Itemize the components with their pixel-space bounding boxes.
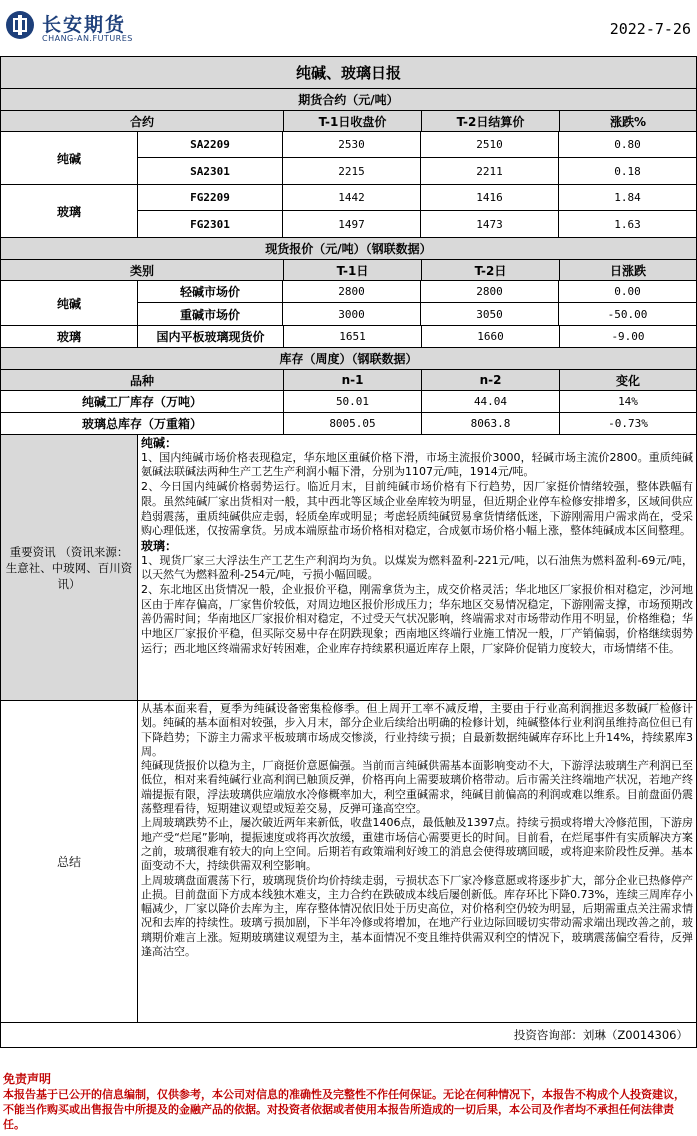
disclaimer bbox=[0, 1070, 697, 1134]
spot-header-row bbox=[1, 260, 696, 281]
summary-paragraph-4: 上周玻璃盘面震荡下行，玻璃现货价均价持续走弱，亏损状态下厂家冷修意愿或将逐步扩大，部分企业已热修停产止损。目前盘面下方成本线独木难支，主力合约在跌破成本线后屡创新低。库存环比下降0.73%，连续三周库存小幅减少，厂家以降价去库为主，库存整体情况依旧处于历史高位，对价格利空仍较为明显，后期需重点关注需求情况和去库的持续性。玻璃亏损加剧，下半年冷修或将增加，在地产行业边际回暖切实带动需求端出现改善之前，玻璃期价难言上涨。短期玻璃建议观望为主，基本面情况不变且维持供需双利空的情况下，玻璃震荡偏空看待，反弹逢高沽空。 bbox=[141, 873, 693, 959]
news-row bbox=[1, 435, 696, 701]
disclaimer-title: 免责声明 bbox=[3, 1072, 52, 1086]
col-header-contract: 合约 bbox=[1, 111, 284, 131]
company-logo-icon bbox=[6, 11, 34, 39]
table-row bbox=[138, 211, 696, 237]
contract-code: SA2301 bbox=[138, 158, 283, 184]
col-header-close: T-1日收盘价 bbox=[284, 111, 422, 131]
summary-label: 总结 bbox=[1, 701, 138, 1022]
inventory-change: 14% bbox=[618, 395, 638, 408]
table-row bbox=[138, 303, 696, 325]
spot-section-title: 现货报价（元/吨）（钢联数据） bbox=[265, 242, 432, 256]
settle-price: 1416 bbox=[421, 185, 559, 210]
news-soda-paragraph-1: 1、国内纯碱市场价格表现稳定，华东地区重碱价格下滑，市场主流报价3000，轻碱市场主流价2800。重质纯碱氨碱法联碱法两种生产工艺生产利润小幅下滑，分别为1107元/吨，1914元/吨。 bbox=[141, 450, 693, 479]
spot-section-title-row bbox=[1, 238, 696, 260]
spot-item: 国内平板玻璃现货价 bbox=[138, 326, 284, 347]
spot-t2: 1660 bbox=[422, 326, 560, 347]
futures-header-row bbox=[1, 111, 696, 132]
spot-item: 轻碱市场价 bbox=[138, 281, 283, 302]
col-header-inv-change: 变化 bbox=[615, 373, 640, 388]
spot-t2: 3050 bbox=[421, 303, 559, 325]
table-row bbox=[138, 281, 696, 303]
inventory-change: -0.73% bbox=[608, 417, 648, 430]
inventory-n2: 44.04 bbox=[422, 391, 560, 412]
summary-body bbox=[138, 701, 696, 1022]
inventory-n1: 50.01 bbox=[284, 391, 422, 412]
page-header bbox=[0, 0, 697, 56]
company-name: 长安期货 bbox=[42, 14, 127, 36]
col-header-change: 涨跌% bbox=[609, 114, 647, 129]
change-pct: 0.80 bbox=[614, 138, 641, 151]
inventory-item: 玻璃总库存（万重箱） bbox=[1, 413, 284, 434]
change-pct: 1.84 bbox=[614, 191, 641, 204]
summary-paragraph-2: 纯碱现货报价以稳为主，厂商挺价意愿偏强。当前而言纯碱供需基本面影响变动不大，下游浮法玻璃生产利润已至低位，相对来看纯碱行业高利润已触顶反弹，价格再向上需要玻璃价格带动。后市需关注终端地产状况，若地产终端提振有限，浮法玻璃供应端放水冷修概率加大，利空重碱需求，纯碱目前偏高的利润或难以维系。目前盘面仍震荡整理看待，短期建议观望或短差交易，反弹可逢高空空。 bbox=[141, 759, 693, 816]
spot-change: -50.00 bbox=[607, 307, 648, 321]
col-header-variety: 品种 bbox=[1, 370, 284, 390]
news-label: 重要资讯 （资讯来源：生意社、中玻网、百川资讯） bbox=[1, 435, 138, 700]
change-pct: 1.63 bbox=[614, 217, 641, 231]
inventory-section-title-row bbox=[1, 348, 696, 370]
report-date: 2022-7-26 bbox=[609, 20, 691, 38]
table-row bbox=[138, 185, 696, 211]
summary-paragraph-1: 从基本面来看，夏季为纯碱设备密集检修季。但上周开工率不减反增，主要由于行业高利润推迟多数碱厂检修计划。纯碱的基本面相对较强，步入月末，部分企业后续给出明确的检修计划，纯碱整体行业利润虽维持高位但已有下降趋势；下游主力需求平板玻璃市场成交惨淡，行业持续亏损；自最新数据纯碱库存环比上升14%，持续累库3周。 bbox=[141, 702, 693, 758]
signature-row bbox=[1, 1023, 696, 1047]
report-title-row bbox=[1, 57, 696, 89]
spot-t1: 2800 bbox=[283, 281, 421, 302]
col-header-category: 类别 bbox=[1, 260, 284, 280]
report-title: 纯碱、玻璃日报 bbox=[295, 64, 401, 82]
group-name: 玻璃 bbox=[1, 326, 138, 347]
spot-item: 重碱市场价 bbox=[138, 303, 283, 325]
news-glass-title: 玻璃： bbox=[141, 538, 178, 553]
futures-group-soda bbox=[1, 132, 696, 185]
settle-price: 2211 bbox=[421, 158, 559, 184]
col-header-n1: n-1 bbox=[284, 370, 422, 390]
news-glass-paragraph-2: 2、东北地区出货情况一般，企业报价平稳，刚需拿货为主，成交价格灵活；华北地区厂家报价相对稳定，沙河地区由于库存偏高，厂家售价较低，对周边地区报价形成压力；华东地区交易情况稳定，下游刚需支撑，市场预期改善仍需时间；华南地区厂家报价相对稳定，不过受天气状况影响，终端需求对市场带动作用不明显，价格维稳；华中地区厂家报价平稳，但买际交易中存在阴跌现象；西南地区终端行业施工情况一般，厂产销偏弱，价格继续弱势运行；西北地区终端需求好转困难，企业库存持续累积逼近库存上限，厂家降价促销力度较大，市场情绪不佳。 bbox=[141, 583, 693, 655]
close-price: 1497 bbox=[283, 211, 421, 237]
disclaimer-body: 本报告基于已公开的信息编制，仅供参考，本公司对信息的准确性及完整性不作任何保证。无论在何种情况下，本报告不构成个人投资建议，不能当作购买或出售报告中所提及的金融产品的依据。对投资者依据或者使用本报告所造成的一切后果，本公司及作者均不承担任何法律责任。 bbox=[3, 1088, 685, 1131]
inventory-header-row bbox=[1, 370, 696, 391]
company-name-en: CHANG-AN.FUTURES bbox=[42, 34, 133, 43]
news-soda-title: 纯碱： bbox=[141, 436, 178, 450]
spot-t2: 2800 bbox=[421, 281, 559, 302]
spot-change: -9.00 bbox=[611, 330, 645, 343]
col-header-daily-change: 日涨跌 bbox=[609, 263, 646, 278]
settle-price: 1473 bbox=[421, 211, 559, 237]
futures-section-title: 期货合约（元/吨） bbox=[298, 93, 399, 107]
close-price: 1442 bbox=[283, 185, 421, 210]
spot-group-soda bbox=[1, 281, 696, 326]
news-glass-paragraph-1: 1、现货厂家三大浮法生产工艺生产利润均为负。以煤炭为燃料盈利-221元/吨，以石油焦为燃料盈利-69元/吨，以天然气为燃料盈利-254元/吨，亏损小幅回暖。 bbox=[141, 553, 693, 582]
group-name: 玻璃 bbox=[1, 185, 138, 237]
spot-change: 0.00 bbox=[614, 285, 641, 298]
table-row bbox=[1, 413, 696, 435]
report-table bbox=[0, 56, 697, 1048]
inventory-n2: 8063.8 bbox=[422, 413, 560, 434]
col-header-n2: n-2 bbox=[422, 370, 560, 390]
table-row bbox=[138, 158, 696, 184]
summary-paragraph-3: 上周玻璃跌势不止，屡次破近两年来新低，收盘1406点，最低触及1397点。持续亏损或将增大冷修范围，下游房地产受“烂尾”影响，提振速度或将再次放缓，重建市场信心需要更长的时间。目前看，在烂尾事件有实质解决方案之前，玻璃很难有较大的向上空间。后期若有政策端利好竣工的消息会使得玻璃回暖，或将迎来阶段性反弹。基本面变动不大，持续供需双利空影响。 bbox=[141, 816, 693, 873]
inventory-item: 纯碱工厂库存（万吨） bbox=[1, 391, 284, 412]
group-name: 纯碱 bbox=[1, 281, 138, 325]
table-row bbox=[1, 391, 696, 413]
col-header-t1: T-1日 bbox=[284, 260, 422, 280]
futures-group-glass bbox=[1, 185, 696, 238]
summary-row bbox=[1, 701, 696, 1023]
news-body bbox=[138, 435, 696, 700]
spot-t1: 3000 bbox=[283, 303, 421, 325]
contract-code: FG2209 bbox=[138, 185, 283, 210]
analyst-signature: 投资咨询部：刘琳（Z0014306） bbox=[513, 1028, 688, 1042]
inventory-section-title: 库存（周度）（钢联数据） bbox=[279, 352, 418, 366]
group-name: 纯碱 bbox=[1, 132, 138, 184]
futures-section-title-row bbox=[1, 89, 696, 111]
spot-t1: 1651 bbox=[284, 326, 422, 347]
col-header-settle: T-2日结算价 bbox=[422, 111, 560, 131]
settle-price: 2510 bbox=[421, 132, 559, 157]
table-row bbox=[138, 132, 696, 158]
spot-group-glass bbox=[1, 326, 696, 348]
news-soda-paragraph-2: 2、今日国内纯碱价格弱势运行。临近月末，目前纯碱市场价格有下行趋势，因厂家挺价情绪较强，整体跌幅有限。虽然纯碱厂家出货相对一般，其中西北等区域企业垒库较为明显，但近期企业停车检修安排增多，区域间供应趋弱震荡，重质纯碱供应走弱，轻质垒库或明显；考虑轻质纯碱贸易拿货情绪低迷，下游刚需用户需求尚在，受采购心理低迷，仅按需拿货。另成本端原盐市场价格相对稳定，合成氨市场价格小幅上涨，整体纯碱成本区间整理。 bbox=[141, 480, 693, 538]
close-price: 2530 bbox=[283, 132, 421, 157]
change-pct: 0.18 bbox=[614, 164, 641, 178]
contract-code: FG2301 bbox=[138, 211, 283, 237]
close-price: 2215 bbox=[283, 158, 421, 184]
inventory-n1: 8005.05 bbox=[284, 413, 422, 434]
col-header-t2: T-2日 bbox=[422, 260, 560, 280]
contract-code: SA2209 bbox=[138, 132, 283, 157]
